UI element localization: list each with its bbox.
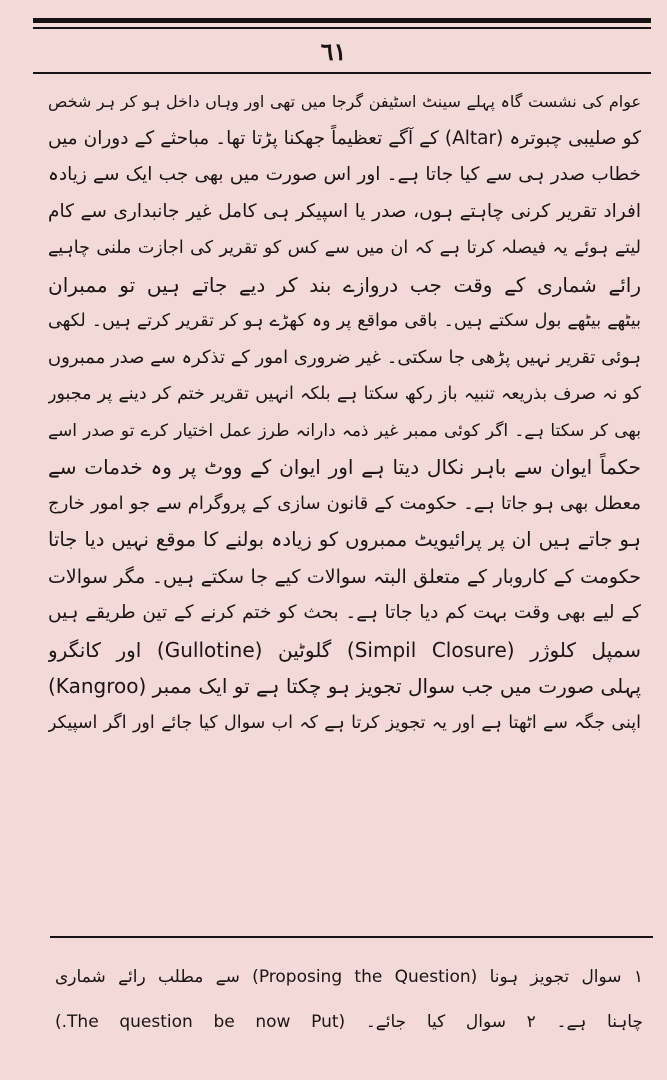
top-double-rule-thin — [33, 27, 651, 29]
top-double-rule-thick — [33, 18, 651, 23]
body-line: کے لیے بھی وقت بہت کم دیا جاتا ہے۔ بحث کو ختم کرنے کے تین طریقے ہیں — [48, 602, 641, 623]
body-line: (Kangroo) پہلی صورت میں جب سوال تجویز ہو چکتا ہے تو ایک ممبر — [48, 674, 641, 698]
body-line: بیٹھے بیٹھے بول سکتے ہیں۔ باقی مواقع پر وہ کھڑے ہو کر تقریر کرتے ہیں۔ لکھی — [48, 311, 641, 331]
body-line: کو صلیبی چبوترہ (Altar) کے آگے تعظیماً جھکنا پڑتا تھا۔ مباحثے کے دوران میں — [48, 127, 641, 149]
body-line: افراد تقریر کرنی چاہتے ہوں، صدر یا اسپیکر ہی کامل غیر جانبداری سے کام — [48, 200, 641, 222]
body-line: عوام کی نشست گاہ پہلے سینٹ اسٹیفن گرجا میں تھی اور وہاں داخل ہو کر ہر شخص — [48, 92, 641, 111]
body-line: رائے شماری کے وقت جب دروازے بند کر دیے جاتے ہیں تو ممبران — [48, 272, 641, 297]
body-line: ہو جاتے ہیں ان پر پرائیویٹ ممبروں کو زیادہ بولنے کا موقع نہیں دیا جاتا — [48, 528, 641, 551]
body-line: حکماً ایوان سے باہر نکال دیتا ہے اور ایوان کے ووٹ پر وہ خدمات سے — [48, 455, 641, 479]
body-line: ہوئی تقریر نہیں پڑھی جا سکتی۔ غیر ضروری امور کے تذکرہ سے صدر ممبروں — [48, 346, 641, 368]
body-line: بھی کر سکتا ہے۔ اگر کوئی ممبر غیر ذمہ دارانہ طرز عمل اختیار کرے تو صدر اسے — [48, 420, 641, 441]
body-line: معطل بھی ہو جاتا ہے۔ حکومت کے قانون سازی کے پروگرام سے جو امور خارج — [48, 492, 641, 514]
body-line: سمپل کلوژر (Simpil Closure) گلوٹین (Gullotine) اور کانگرو — [48, 637, 641, 662]
footnote-rule — [50, 936, 653, 938]
footnote-line: ۱ سوال تجویز ہونا (Proposing the Question) سے مطلب رائے شماری — [55, 967, 643, 987]
header-rule — [33, 72, 651, 74]
body-text — [48, 84, 641, 924]
body-line: کو نہ صرف بذریعہ تنبیہ باز رکھ سکتا ہے بلکہ انہیں تقریر ختم کر دینے پر مجبور — [48, 384, 641, 404]
body-line: خطاب صدر ہی سے کیا جاتا ہے۔ اور اس صورت میں بھی جب ایک سے زیادہ — [48, 164, 641, 185]
body-line: حکومت کے کاروبار کے متعلق البتہ سوالات کیے جا سکتے ہیں۔ مگر سوالات — [48, 565, 641, 588]
footnotes — [55, 955, 643, 1055]
footnote-line: چاہنا ہے۔ ۲ سوال کیا جائے۔ (The question be now Put.) — [55, 1012, 643, 1032]
page-number: ٦١ — [320, 37, 347, 66]
body-line: اپنی جگہ سے اٹھتا ہے اور یہ تجویز کرتا ہے کہ اب سوال کیا جائے اور اگر اسپیکر — [48, 712, 641, 733]
body-line: لیتے ہوئے یہ فیصلہ کرتا ہے کہ ان میں سے کس کو تقریر کی اجازت ملنی چاہیے — [48, 238, 641, 258]
